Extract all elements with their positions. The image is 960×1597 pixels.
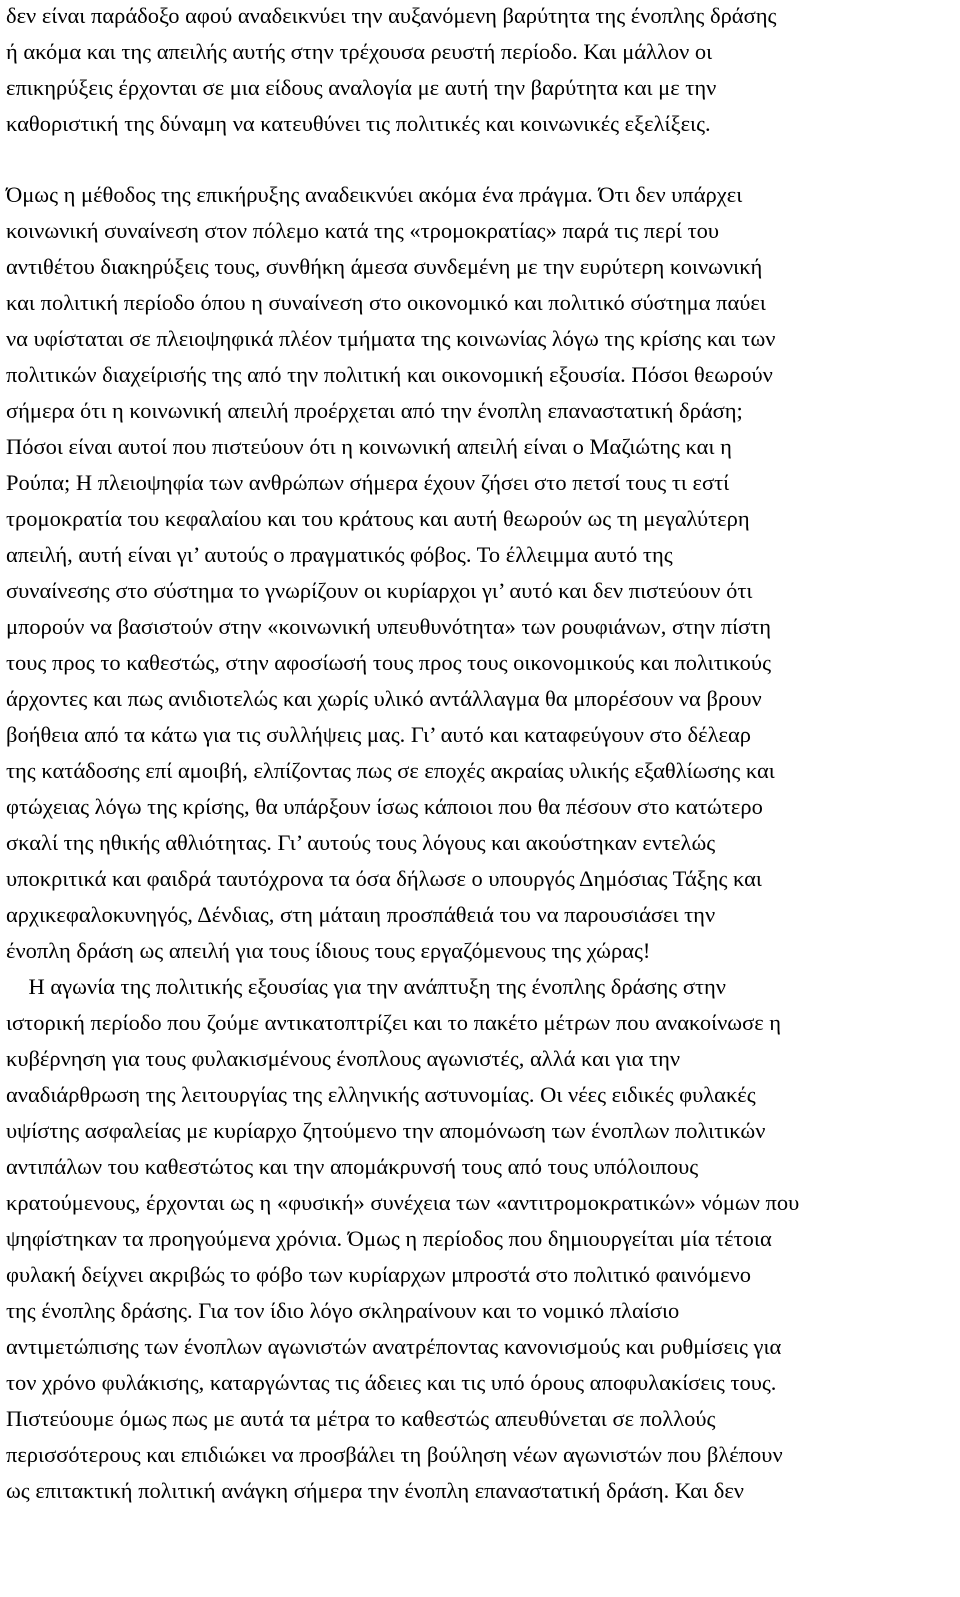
text-line: τρομοκρατία του κεφαλαίου και του κράτους και αυτή θεωρούν ως τη μεγαλύτερη bbox=[6, 506, 750, 531]
text-line: ή ακόμα και της απειλής αυτής στην τρέχουσα ρευστή περίοδο. Και μάλλον οι bbox=[6, 39, 713, 64]
text-line: της ένοπλης δράσης. Για τον ίδιο λόγο σκληραίνουν και το νομικό πλαίσιο bbox=[6, 1298, 680, 1323]
text-line: άρχοντες και πως ανιδιοτελώς και χωρίς υλικό αντάλλαγμα θα μπορέσουν να βρουν bbox=[6, 686, 762, 711]
text-line: φτώχειας λόγω της κρίσης, θα υπάρξουν ίσως κάποιοι που θα πέσουν στο κατώτερο bbox=[6, 794, 763, 819]
text-line: ιστορική περίοδο που ζούμε αντικατοπτρίζει και το πακέτο μέτρων που ανακοίνωσε η bbox=[6, 1010, 782, 1035]
text-line: πολιτικών διαχείρισής της από την πολιτική και οικονομική εξουσία. Πόσοι θεωρούν bbox=[6, 362, 773, 387]
text-line: υψίστης ασφαλείας με κυρίαρχο ζητούμενο την απομόνωση των ένοπλων πολιτικών bbox=[6, 1118, 766, 1143]
text-line: σήμερα ότι η κοινωνική απειλή προέρχεται από την ένοπλη επαναστατική δράση; bbox=[6, 398, 743, 423]
text-line: αντιθέτου διακηρύξεις τους, συνθήκη άμεσα συνδεμένη με την ευρύτερη κοινωνική bbox=[6, 254, 763, 279]
text-line: Πόσοι είναι αυτοί που πιστεύουν ότι η κοινωνική απειλή είναι ο Μαζιώτης και η bbox=[6, 434, 732, 459]
text-line: σκαλί της ηθικής αθλιότητας. Γι’ αυτούς τους λόγους και ακούστηκαν εντελώς bbox=[6, 830, 716, 855]
text-line: κοινωνική συναίνεση στον πόλεμο κατά της «τρομοκρατίας» παρά τις περί του bbox=[6, 218, 720, 243]
text-line: ως επιτακτική πολιτική ανάγκη σήμερα την ένοπλη επαναστατική δράση. Και δεν bbox=[6, 1478, 744, 1503]
text-line: τους προς το καθεστώς, στην αφοσίωσή τους προς τους οικονομικούς και πολιτικούς bbox=[6, 650, 771, 675]
text-line: δεν είναι παράδοξο αφού αναδεικνύει την αυξανόμενη βαρύτητα της ένοπλης δράσης bbox=[6, 3, 777, 28]
paragraph-start-line: Η αγωνία της πολιτικής εξουσίας για την ανάπτυξη της ένοπλης δράσης στην bbox=[6, 974, 726, 999]
text-line: περισσότερους και επιδιώκει να προσβάλει τη βούληση νέων αγωνιστών που βλέπουν bbox=[6, 1442, 783, 1467]
text-line: καθοριστική της δύναμη να κατευθύνει τις πολιτικές και κοινωνικές εξελίξεις. bbox=[6, 111, 711, 136]
text-line: επικηρύξεις έρχονται σε μια είδους αναλογία με αυτή την βαρύτητα και με την bbox=[6, 75, 717, 100]
text-line: Ρούπα; Η πλειοψηφία των ανθρώπων σήμερα έχουν ζήσει στο πετσί τους τι εστί bbox=[6, 470, 730, 495]
text-line: απειλή, αυτή είναι γι’ αυτούς ο πραγματικός φόβος. Το έλλειμμα αυτό της bbox=[6, 542, 673, 567]
text-line: ένοπλη δράση ως απειλή για τους ίδιους τους εργαζόμενους της χώρας! bbox=[6, 938, 651, 963]
text-line: υποκριτικά και φαιδρά ταυτόχρονα τα όσα δήλωσε ο υπουργός Δημόσιας Τάξης και bbox=[6, 866, 762, 891]
text-line: βοήθεια από τα κάτω για τις συλλήψεις μας. Γι’ αυτό και καταφεύγουν στο δέλεαρ bbox=[6, 722, 751, 747]
text-line: αντιμετώπισης των ένοπλων αγωνιστών ανατρέποντας κανονισμούς και ρυθμίσεις για bbox=[6, 1334, 782, 1359]
text-line: κυβέρνηση για τους φυλακισμένους ένοπλους αγωνιστές, αλλά και για την bbox=[6, 1046, 681, 1071]
text-line: και πολιτική περίοδο όπου η συναίνεση στο οικονομικό και πολιτικό σύστημα παύει bbox=[6, 290, 766, 315]
text-line: ψηφίστηκαν τα προηγούμενα χρόνια. Όμως η περίοδος που δημιουργείται μία τέτοια bbox=[6, 1226, 772, 1251]
text-line: Πιστεύουμε όμως πως με αυτά τα μέτρα το καθεστώς απευθύνεται σε πολλούς bbox=[6, 1406, 716, 1431]
text-line: μπορούν να βασιστούν στην «κοινωνική υπευθυνότητα» των ρουφιάνων, στην πίστη bbox=[6, 614, 772, 639]
text-line: Όμως η μέθοδος της επικήρυξης αναδεικνύει ακόμα ένα πράγμα. Ότι δεν υπάρχει bbox=[6, 182, 743, 207]
text-line: της κατάδοσης επί αμοιβή, ελπίζοντας πως σε εποχές ακραίας υλικής εξαθλίωσης και bbox=[6, 758, 775, 783]
text-line: αρχικεφαλοκυνηγός, Δένδιας, στη μάταιη προσπάθειά του να παρουσιάσει την bbox=[6, 902, 716, 927]
text-line: τον χρόνο φυλάκισης, καταργώντας τις άδειες και τις υπό όρους αποφυλακίσεις τους. bbox=[6, 1370, 777, 1395]
text-line: να υφίσταται σε πλειοψηφικά πλέον τμήματα της κοινωνίας λόγω της κρίσης και των bbox=[6, 326, 776, 351]
text-line: αναδιάρθρωση της λειτουργίας της ελληνικής αστυνομίας. Οι νέες ειδικές φυλακές bbox=[6, 1082, 756, 1107]
text-line: κρατούμενους, έρχονται ως η «φυσική» συνέχεια των «αντιτρομοκρατικών» νόμων που bbox=[6, 1190, 800, 1215]
text-line: αντιπάλων του καθεστώτος και την απομάκρυνσή τους από τους υπόλοιπους bbox=[6, 1154, 699, 1179]
text-line: συναίνεσης στο σύστημα το γνωρίζουν οι κυρίαρχοι γι’ αυτό και δεν πιστεύουν ότι bbox=[6, 578, 753, 603]
text-line: φυλακή δείχνει ακριβώς το φόβο των κυρίαρχων μπροστά στο πολιτικό φαινόμενο bbox=[6, 1262, 751, 1287]
